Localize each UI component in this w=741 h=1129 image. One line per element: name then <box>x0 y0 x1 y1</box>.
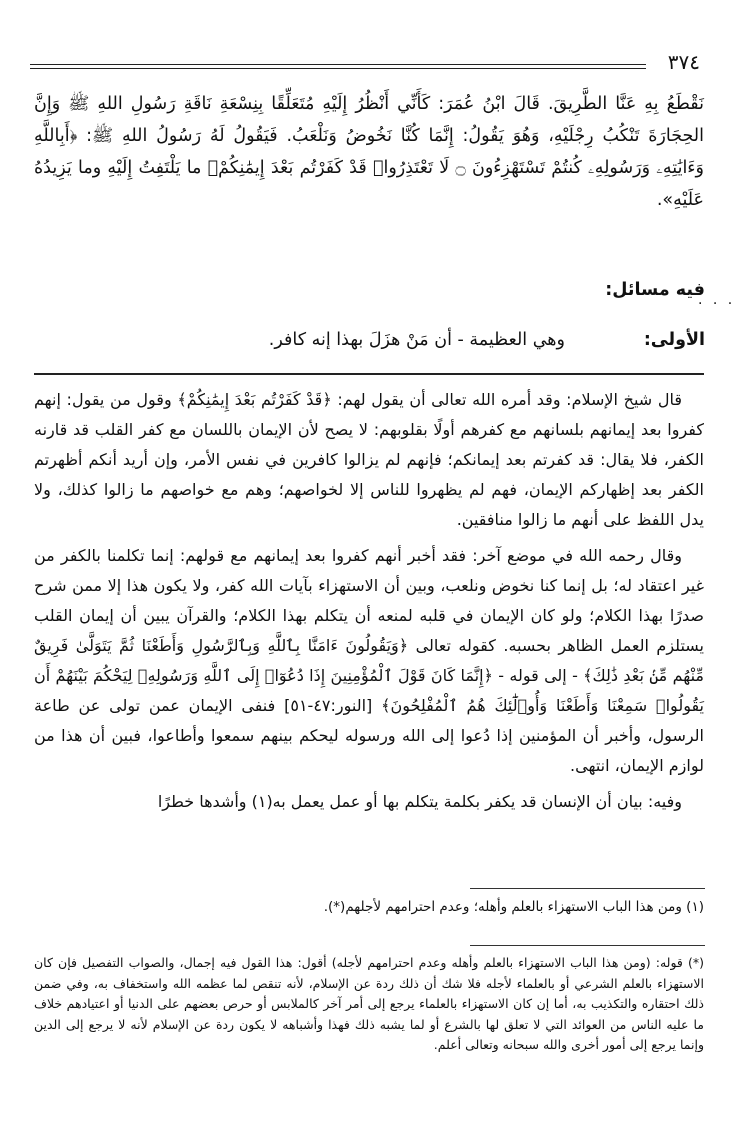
footnote-2: (*) قوله: (ومن هذا الباب الاستهزاء بالعلم وأهله وعدم احترامهم لأجله) أقول: هذا القول فيه إجمال، والصواب التفصيل فإن كان الاستهزاء بالعلم الشرعي أو بالعلماء لأجله فلا شك أن ذلك ردة عن الإسلام، لأنه تنقص لما عظمه الله واستخفاف به، وفي ضمن ذلك احتقاره والتكذيب به، أما إن كان الاستهزاء بالعلماء يرجع إلى أمر آخر كالملابس أو حرص بعضهم على الدنيا أو اعتيادهم خلاف ما عليه الناس من العوائد التي لا تعلق لها بالشرع أو لما يشبه ذلك فهذا وأشباهه لا يكون ردة عن الإسلام لأنه لا يرجع إلى الدين وإنما يرجع إلى أمور أخرى والله سبحانه وتعالى أعلم. <box>34 955 704 1052</box>
page-number: ٣٧٤ <box>667 50 700 74</box>
footnote-1: (١) ومن هذا الباب الاستهزاء بالعلم وأهله؛ وعدم احترامهم لأجلهم(*). <box>323 899 704 915</box>
section-divider <box>34 373 704 375</box>
main-text: نَقْطَعُ بِهِ عَنَّا الطَّرِيقَ. قَالَ ابْنُ عُمَرَ: كَأَنِّي أَنْظُرُ إِلَيْهِ مُتَعَلِّقًا بِنِسْعَةِ نَاقَةِ رَسُولِ اللهِ ﷺ وَإِنَّ الحِجَارَةَ تَنْكُبُ رِجْلَيْهِ، وَهُوَ يَقُولُ: إِنَّمَا كُنَّا نَخُوضُ وَنَلْعَبُ. فَيَقُولُ لَهُ رَسُولُ اللهِ ﷺ: ﴿أَبِاللَّهِ وَءَايَٰتِهِۦ وَرَسُولِهِۦ كُنتُمْ تَسْتَهْزِءُونَ ۝ لَا تَعْتَذِرُوا۟ قَدْ كَفَرْتُم بَعْدَ إِيمَٰنِكُمْ﴾ ما يَلْتَفِتُ إِلَيْهِ وما يَزِيدُهُ عَلَيْهِ». <box>34 94 704 210</box>
decorative-dots: . . . <box>698 292 736 308</box>
footnote-rule <box>470 945 705 946</box>
commentary <box>34 385 704 823</box>
header-rule-thin <box>30 68 646 69</box>
issue-text: وهي العظيمة - أن مَنْ هزَلَ بهذا إنه كافر. <box>268 330 565 350</box>
commentary-paragraph: قال شيخ الإسلام: وقد أمره الله تعالى أن يقول لهم: ﴿قَدْ كَفَرْتُم بَعْدَ إِيمَٰنِكُمْ﴾ وقول من يقول: إنهم كفروا بعد إيمانهم بلسانهم مع كفرهم أولًا بقلوبهم: لا يصح لأن الإيمان باللسان مع كفر القلب قد قارنه الكفر، فلا يقال: قد كفرتم بعد إيمانكم؛ فإنهم لم يزالوا كافرين في نفس الأمر، وإن أريد أنكم أظهرتم الكفر بعد إظهاركم الإيمان، فهم لم يظهروا للناس إلا لخواصهم؛ وهم مع خواصهم ما زالوا كذلك، ولا يدل اللفظ على أنهم ما زالوا منافقين. <box>34 390 704 529</box>
issues-title: فيه مسائل: <box>605 280 705 300</box>
issue-label: الأولى: <box>643 330 705 350</box>
page-header <box>30 50 710 74</box>
commentary-paragraph: وفيه: بيان أن الإنسان قد يكفر بكلمة يتكلم بها أو عمل يعمل به(١) وأشدها خطرًا <box>157 792 682 811</box>
commentary-paragraph: وقال رحمه الله في موضع آخر: فقد أخبر أنهم كفروا بعد إيمانهم مع قولهم: إنما تكلمنا بالكفر من غير اعتقاد له؛ بل إنما كنا نخوض ونلعب، وبين أن الاستهزاء بآيات الله كفر، ولا يكون هذا إلا ممن شرح صدرًا بهذا الكلام؛ ولو كان الإيمان في قلبه لمنعه أن يتكلم بهذا الكلام؛ والقرآن يبين أن إيمان القلب يستلزم العمل الظاهر بحسبه. كقوله تعالى ﴿وَيَقُولُونَ ءَامَنَّا بِٱللَّهِ وَبِٱلرَّسُولِ وَأَطَعْنَا ثُمَّ يَتَوَلَّىٰ فَرِيقٌ مِّنْهُم مِّنۢ بَعْدِ ذَٰلِكَ﴾ - إلى قوله - ﴿إِنَّمَا كَانَ قَوْلَ ٱلْمُؤْمِنِينَ إِذَا دُعُوٓا۟ إِلَى ٱللَّهِ وَرَسُولِهِۦ لِيَحْكُمَ بَيْنَهُمْ أَن يَقُولُوا۟ سَمِعْنَا وَأَطَعْنَا وَأُو۟لَٰٓئِكَ هُمُ ٱلْمُفْلِحُونَ﴾ [النور:٤٧-٥١] فنفى الإيمان عمن تولى عن طاعة الرسول، وأخبر أن المؤمنين إذا دُعوا إلى الله ورسوله ليحكم بينهم سمعوا وأطاعوا، فبين أن هذا من لوازم الإيمان، انتهى. <box>34 546 705 775</box>
issue-item <box>55 330 705 360</box>
header-rule <box>30 64 646 65</box>
footnote-rule <box>470 888 705 889</box>
